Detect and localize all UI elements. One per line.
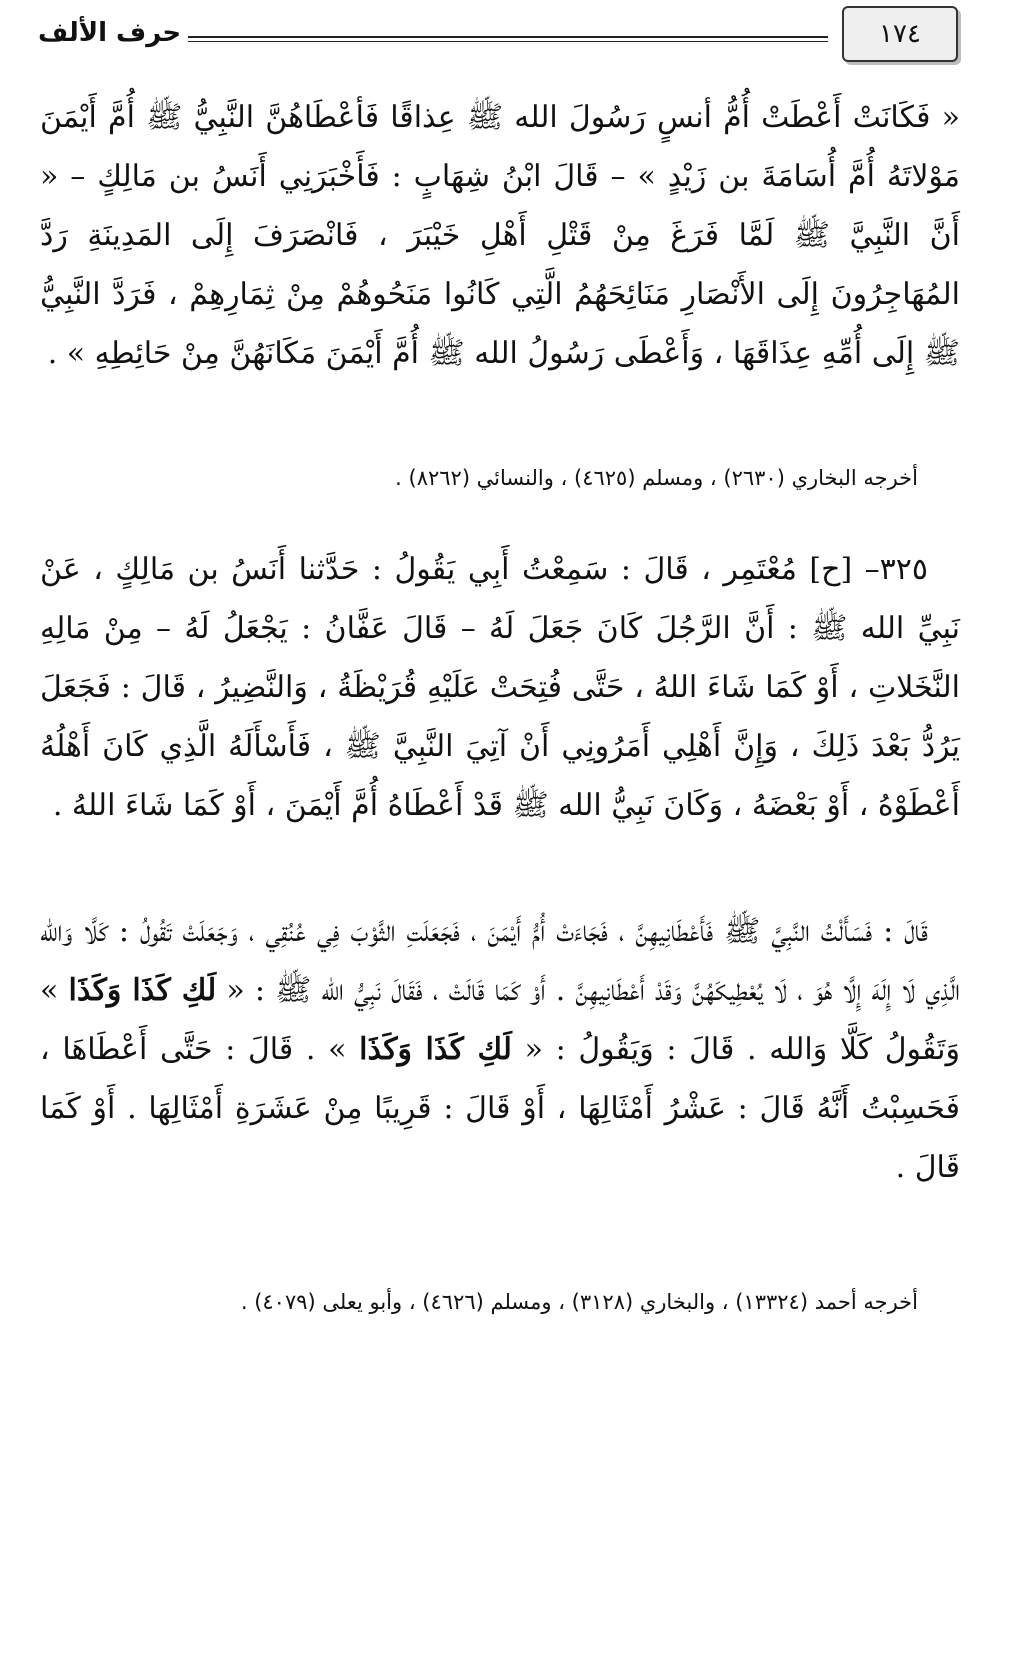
hadith-text: « فَكَانَتْ أَعْطَتْ أُمُّ أنسٍ رَسُولَ الله ﷺ عِذاقًا فَأعْطَاهُنَّ النَّبِيُّ ﷺ أُمَّ أَيْمَنَ مَوْلاتَهُ أُمَّ أُسَامَةَ بن زَيْدٍ » – قَالَ ابْنُ شِهَابٍ : فَأَخْبَرَنِي أَنَسُ بن مَالِكٍ – « أَنَّ النَّبِيَّ ﷺ لَمَّا فَرَغَ مِنْ قَتْلِ أَهْلِ خَيْبَرَ ، فَانْصَرَفَ إِلَى المَدِينَةِ رَدَّ المُهَاجِرُونَ إِلَى الأَنْصَارِ مَنَائِحَهُمُ الَّتِي كَانُوا مَنَحُوهُمْ مِنْ ثِمَارِهِمْ ، فَرَدَّ النَّبِيُّ ﷺ إِلَى أُمِّهِ عِذَاقَهَا ، وَأَعْطَى رَسُولُ الله ﷺ أُمَّ أَيْمَنَ مَكَانَهُنَّ مِنْ حَائِطِهِ » . bbox=[40, 100, 960, 371]
page-header bbox=[38, 6, 958, 62]
page-number: ١٧٤ bbox=[842, 6, 958, 62]
takhrij-note: أخرجه أحمد (١٣٣٢٤) ، والبخاري (٣١٢٨) ، ومسلم (٤٦٢٦) ، وأبو يعلى (٤٠٧٩) . bbox=[240, 1290, 918, 1314]
header-rule bbox=[188, 36, 828, 42]
takhrij-note: أخرجه البخاري (٢٦٣٠) ، ومسلم (٤٦٢٥) ، والنسائي (٨٢٦٢) . bbox=[395, 466, 918, 490]
chapter-title: حرف الألف bbox=[38, 18, 182, 48]
bold-phrase: لَكِ كَذَا وَكَذَا bbox=[359, 1032, 512, 1067]
bold-phrase: لَكِ كَذَا وَكَذَا bbox=[68, 973, 217, 1008]
previous-hadith-source bbox=[40, 462, 960, 494]
hadith-325-source bbox=[40, 1286, 960, 1318]
hadith-325-text: ٣٢٥– [ح] مُعْتَمِر ، قَالَ : سَمِعْتُ أَبِي يَقُولُ : حَدَّثنا أَنَسُ بن مَالِكٍ ، عَنْ نَبِيِّ الله ﷺ : أَنَّ الرَّجُلَ كَانَ جَعَلَ لَهُ – قَالَ عَفَّانُ : يَجْعَلُ لَهُ – مِنْ مَالِهِ النَّخَلاتِ ، أَوْ كَمَا شَاءَ اللهُ ، حَتَّى فُتِحَتْ عَلَيْهِ قُرَيْظَةُ ، وَالنَّضِيرُ ، قَالَ : فَجَعَلَ يَرُدُّ بَعْدَ ذَلِكَ ، وَإِنَّ أَهْلِي أَمَرُونِي أَنْ آتِيَ النَّبِيَّ ﷺ ، فَأَسْأَلَهُ الَّذِي كَانَ أَهْلُهُ أَعْطَوْهُ ، أَوْ بَعْضَهُ ، وَكَانَ نَبِيُّ الله ﷺ قَدْ أَعْطَاهُ أُمَّ أَيْمَنَ ، أَوْ كَمَا شَاءَ اللهُ . bbox=[40, 552, 960, 823]
previous-hadith-continuation bbox=[40, 88, 960, 383]
paragraph-segment: قَالَ : فَسَأَلْتُ النَّبِيَّ ﷺ فَأَعْطَانِيهِنَّ ، فَجَاءَتْ أُمُّ أَيْمَنَ ، فَجَعَلَتِ الثَّوْبَ فِي عُنُقِي ، وَجَعَلَتْ تَقُولُ : كَلَّا وَالله الَّذِي لَا إِلَهَ إِلَّا هُوَ ، لَا يُعْطِيكَهُنَّ وَقَدْ أَعْطَانِيهِنَّ . أَوْ كَمَا قَالَتْ ، فَقَالَ نَبِيُّ الله ﷺ : « bbox=[40, 914, 961, 1008]
hadith-325-continuation bbox=[40, 902, 960, 1197]
paragraph-segment: » . قَالَ : حَتَّى أَعْطَاهَا ، فَحَسِبْتُ أَنَّهُ قَالَ : عَشْرُ أَمْثَالِهَا ، أَوْ قَالَ : قَرِيبًا مِنْ عَشَرَةِ أَمْثَالِهَا . أَوْ كَمَا قَالَ . bbox=[40, 1032, 960, 1185]
hadith-325 bbox=[40, 540, 960, 835]
hadith-325-paragraph-2 bbox=[40, 902, 960, 1197]
paragraph-segment: » وَتَقُولُ كَلَّا وَالله . قَالَ : وَيَقُولُ : « bbox=[40, 973, 961, 1067]
